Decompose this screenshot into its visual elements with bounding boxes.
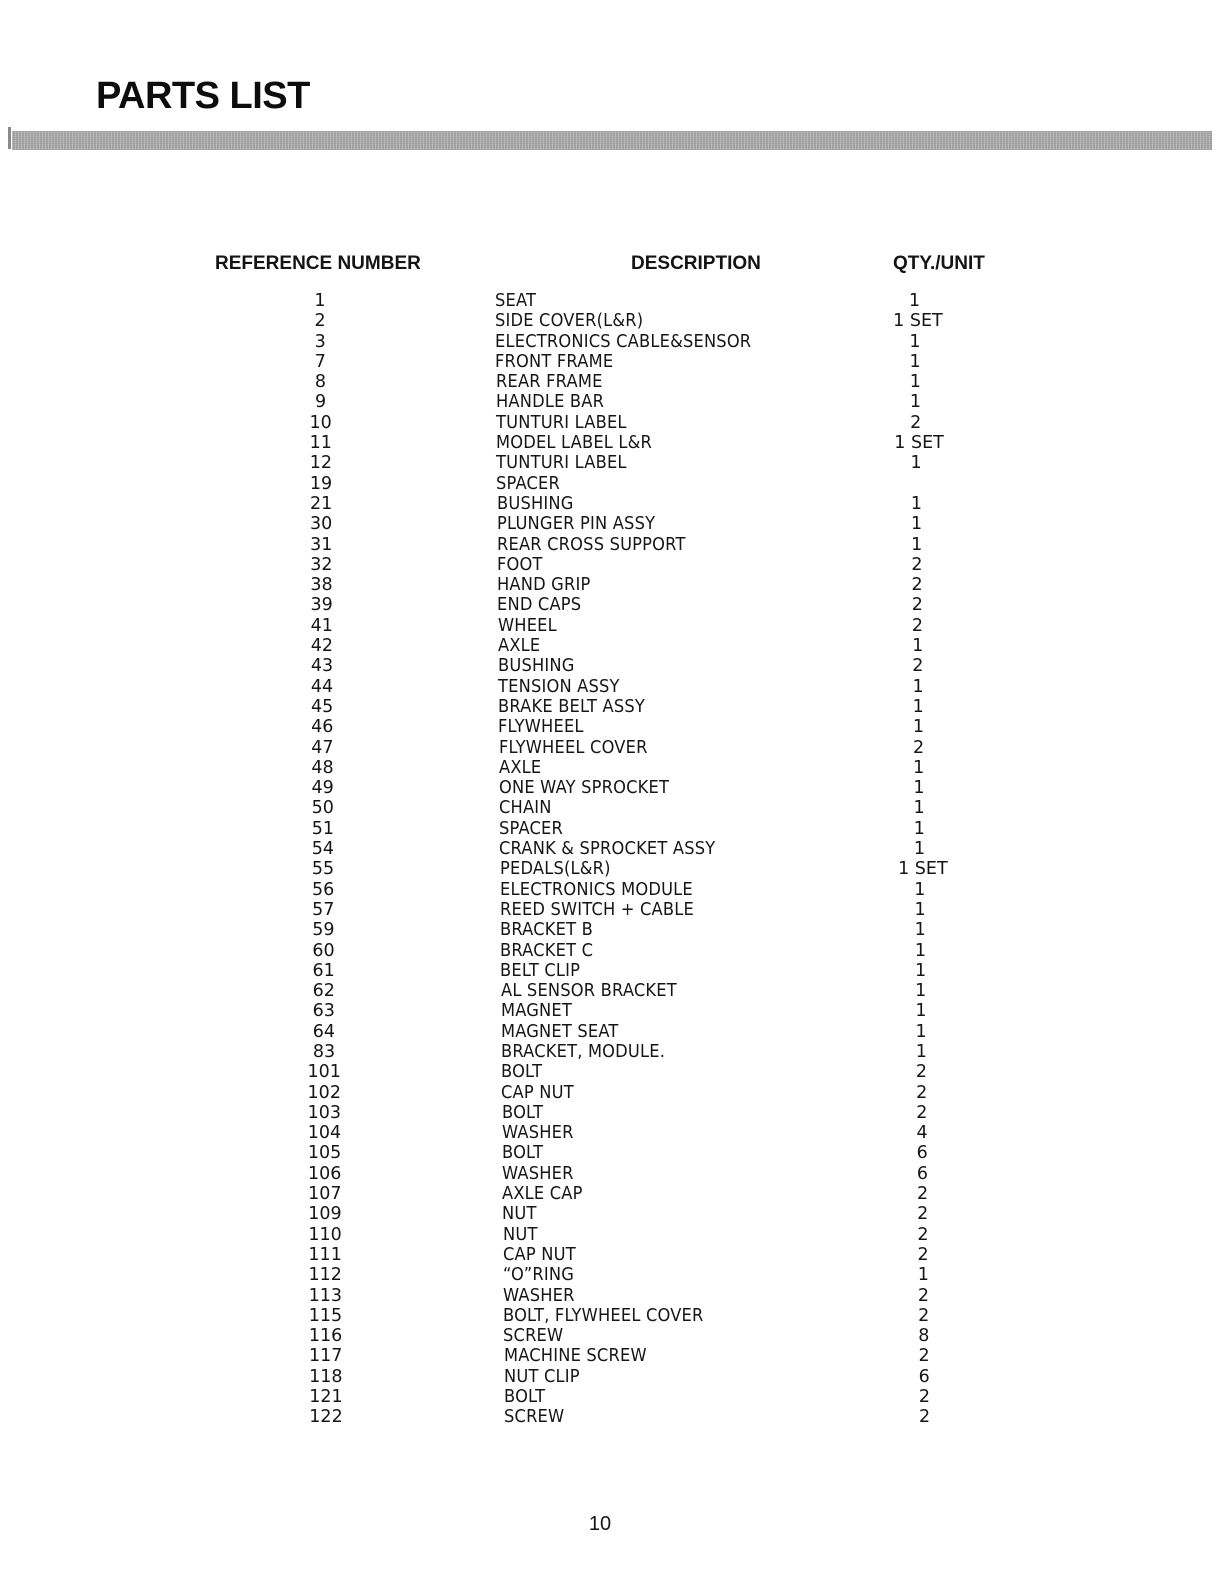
quantity-cell: 2 [910,412,922,433]
table-row [0,1225,1222,1245]
quantity-cell: 2 [911,595,923,616]
table-row [0,1001,1222,1021]
reference-number-cell: 45 [311,696,334,717]
description-cell: PEDALS(L&R) [499,859,611,880]
description-cell: CAP NUT [501,1082,575,1103]
quantity-cell: 4 [916,1123,928,1144]
table-row [0,1407,1222,1427]
description-cell: SPACER [496,473,561,494]
quantity-cell: 2 [919,1407,931,1428]
quantity-cell: 1 [913,757,925,778]
reference-number-cell: 44 [310,676,334,697]
quantity-cell: 1 [912,696,924,717]
description-cell: FRONT FRAME [495,351,614,372]
quantity-cell: 1 [915,1041,927,1062]
quantity-cell: 2 [911,575,923,596]
table-row [0,656,1222,676]
description-cell: NUT [502,1224,538,1245]
reference-number-cell: 63 [312,1001,335,1022]
quantity-cell: 6 [918,1366,930,1387]
table-row [0,880,1222,900]
table-row [0,392,1222,412]
table-row [0,1387,1222,1407]
table-row [0,1022,1222,1042]
quantity-cell: 1 [911,534,923,555]
quantity-cell: 2 [917,1184,929,1205]
reference-number-cell: 1 [314,291,326,311]
page-number: 10 [588,1513,612,1535]
table-row [0,1042,1222,1062]
description-cell: BRACKET, MODULE. [501,1041,666,1062]
description-cell: AXLE CAP [502,1184,583,1205]
description-cell: MAGNET SEAT [500,1021,619,1042]
reference-number-cell: 105 [307,1143,342,1164]
table-row [0,941,1222,961]
table-row [0,1123,1222,1143]
quantity-cell: 2 [918,1305,930,1326]
quantity-cell: 2 [916,1082,928,1103]
description-cell: BOLT [501,1062,543,1083]
table-row [0,332,1222,352]
table-row [0,453,1222,473]
reference-number-cell: 39 [310,595,333,616]
table-row [0,413,1222,433]
description-cell: WASHER [502,1163,574,1184]
description-cell: SIDE COVER(L&R) [495,311,644,332]
reference-number-cell: 2 [314,311,326,332]
table-row [0,514,1222,534]
description-cell: BRACKET B [500,920,594,941]
reference-number-cell: 62 [312,981,335,1002]
description-cell: BRACKET C [500,940,594,961]
quantity-cell: 1 SET [894,433,944,454]
reference-number-cell: 31 [310,534,333,555]
reference-number-cell: 104 [307,1123,342,1144]
quantity-cell: 1 [909,351,921,372]
description-cell: BUSHING [497,656,575,677]
reference-number-cell: 55 [311,859,335,880]
reference-number-cell: 83 [312,1041,336,1062]
quantity-cell: 1 [909,372,921,393]
table-row [0,311,1222,331]
parts-table [0,291,1222,1428]
reference-number-cell: 10 [309,412,332,433]
reference-number-cell: 12 [309,453,332,474]
quantity-cell: 1 [912,717,924,738]
description-cell: PLUNGER PIN ASSY [496,514,656,535]
reference-number-cell: 111 [308,1244,342,1265]
reference-number-cell: 30 [310,514,333,535]
reference-number-cell: 109 [308,1204,342,1225]
description-cell: REAR CROSS SUPPORT [496,534,686,555]
description-cell: TUNTURI LABEL [496,453,627,474]
table-row [0,291,1222,311]
description-cell: WASHER [503,1285,575,1306]
quantity-cell: 1 [909,392,922,413]
description-cell: BOLT [503,1387,546,1408]
reference-number-cell: 50 [311,798,334,819]
reference-number-cell: 7 [314,351,326,372]
page-title: PARTS LIST [96,75,310,117]
table-row [0,474,1222,494]
quantity-cell: 2 [915,1062,928,1083]
table-row [0,778,1222,798]
description-cell: BRAKE BELT ASSY [498,696,646,717]
quantity-cell: 1 [912,636,924,657]
reference-number-cell: 21 [309,493,333,514]
table-row [0,535,1222,555]
quantity-cell: 2 [916,1102,928,1123]
description-cell: SPACER [499,818,564,839]
table-row [0,1184,1222,1204]
reference-number-cell: 46 [311,717,334,738]
description-cell: ELECTRONICS MODULE [499,879,693,900]
description-cell: HAND GRIP [497,575,591,596]
reference-number-cell: 59 [312,920,335,941]
description-cell: AXLE [497,636,541,657]
description-cell: END CAPS [497,595,582,616]
table-row [0,798,1222,818]
reference-number-cell: 42 [310,636,333,657]
table-row [0,717,1222,737]
reference-number-cell: 48 [311,757,334,778]
quantity-cell: 1 [915,960,927,981]
description-cell: SCREW [503,1326,564,1347]
quantity-cell: 1 [910,453,922,474]
quantity-cell: 1 [910,493,922,514]
reference-number-cell: 121 [309,1387,343,1408]
reference-number-cell: 115 [308,1305,343,1326]
description-cell: CRANK & SPROCKET ASSY [499,839,716,860]
table-row [0,961,1222,981]
quantity-cell: 1 [915,981,927,1002]
quantity-cell: 2 [912,656,924,677]
reference-number-cell: 11 [309,433,332,454]
reference-number-cell: 122 [309,1407,343,1428]
title-divider-bar [12,131,1212,150]
reference-number-cell: 51 [311,818,334,839]
quantity-cell: 1 SET [898,859,948,880]
table-row [0,636,1222,656]
description-cell: FLYWHEEL COVER [498,737,648,758]
quantity-cell: 1 [909,331,921,352]
column-header-quantity: QTY./UNIT [893,253,985,274]
reference-number-cell: 60 [312,940,335,961]
table-row [0,1204,1222,1224]
reference-number-cell: 49 [311,778,334,799]
description-cell: ELECTRONICS CABLE&SENSOR [495,331,752,352]
description-cell: CAP NUT [502,1244,576,1265]
description-cell: SEAT [495,291,537,311]
table-row [0,1062,1222,1082]
table-row [0,433,1222,453]
table-row [0,1164,1222,1184]
reference-number-cell: 38 [310,575,333,596]
reference-number-cell: 64 [312,1021,336,1042]
quantity-cell: 1 [915,1001,927,1022]
reference-number-cell: 112 [308,1265,342,1286]
table-row [0,839,1222,859]
reference-number-cell: 8 [314,372,326,393]
table-row [0,697,1222,717]
reference-number-cell: 19 [309,473,333,494]
quantity-cell: 1 [917,1265,929,1286]
table-row [0,555,1222,575]
table-row [0,595,1222,615]
description-cell: WASHER [501,1123,574,1144]
description-cell: NUT [502,1204,537,1225]
reference-number-cell: 3 [314,331,326,352]
description-cell: MAGNET [500,1001,572,1022]
table-row [0,1286,1222,1306]
quantity-cell: 2 [911,554,923,575]
quantity-cell: 1 [914,920,926,941]
description-cell: BELT CLIP [500,960,581,981]
quantity-cell: 1 [914,940,926,961]
reference-number-cell: 110 [308,1224,342,1245]
table-row [0,1143,1222,1163]
quantity-cell: 1 [915,1021,927,1042]
quantity-cell: 2 [917,1244,929,1265]
description-cell: “O”RING [502,1265,574,1286]
description-cell: MACHINE SCREW [503,1346,647,1367]
quantity-cell: 1 [913,778,925,799]
table-row [0,738,1222,758]
column-header-reference: REFERENCE NUMBER [215,253,421,274]
quantity-cell: 2 [917,1224,929,1245]
reference-number-cell: 113 [308,1285,343,1306]
description-cell: TENSION ASSY [498,676,620,697]
reference-number-cell: 107 [308,1184,342,1205]
quantity-cell: 1 [913,798,925,819]
table-row [0,372,1222,392]
description-cell: AXLE [498,757,542,778]
quantity-cell: 6 [916,1143,928,1164]
description-cell: AL SENSOR BRACKET [500,981,677,1002]
quantity-cell: 1 [914,899,926,920]
quantity-cell: 8 [918,1326,930,1347]
description-cell: FOOT [497,554,543,575]
reference-number-cell: 117 [308,1346,343,1367]
table-row [0,819,1222,839]
table-row [0,1265,1222,1285]
quantity-cell: 6 [916,1163,928,1184]
quantity-cell: 1 [909,291,921,311]
reference-number-cell: 47 [311,737,334,758]
reference-number-cell: 61 [312,960,335,981]
quantity-cell: 2 [917,1285,930,1306]
quantity-cell: 2 [911,615,924,636]
reference-number-cell: 102 [307,1082,341,1103]
table-row [0,352,1222,372]
title-rule-tick [8,127,11,149]
reference-number-cell: 56 [312,879,335,900]
description-cell: NUT CLIP [503,1366,580,1387]
table-row [0,616,1222,636]
table-row [0,900,1222,920]
description-cell: CHAIN [499,798,552,819]
description-cell: ONE WAY SPROCKET [498,778,670,799]
reference-number-cell: 116 [308,1326,343,1347]
quantity-cell: 1 [914,879,926,900]
reference-number-cell: 106 [307,1163,342,1184]
description-cell: REAR FRAME [495,372,603,393]
description-cell: HANDLE BAR [495,392,604,413]
quantity-cell: 1 SET [893,311,943,332]
description-cell: BOLT [501,1143,544,1164]
reference-number-cell: 43 [310,656,334,677]
quantity-cell: 2 [913,737,925,758]
table-row [0,1346,1222,1366]
description-cell: BUSHING [496,493,574,514]
table-row [0,981,1222,1001]
table-row [0,1245,1222,1265]
description-cell: FLYWHEEL [498,717,585,738]
reference-number-cell: 118 [309,1366,343,1387]
table-row [0,677,1222,697]
table-row [0,859,1222,879]
reference-number-cell: 57 [312,899,335,920]
table-row [0,1367,1222,1387]
quantity-cell: 1 [913,839,926,860]
quantity-cell: 1 [911,514,923,535]
table-row [0,575,1222,595]
reference-number-cell: 103 [307,1102,342,1123]
reference-number-cell: 9 [314,392,327,413]
quantity-cell: 1 [912,676,924,697]
quantity-cell: 2 [918,1346,930,1367]
quantity-cell: 1 [913,818,925,839]
reference-number-cell: 41 [310,615,333,636]
description-cell: MODEL LABEL L&R [496,433,653,454]
column-header-description: DESCRIPTION [631,253,761,274]
description-cell: REED SWITCH + CABLE [499,899,694,920]
table-row [0,494,1222,514]
description-cell: TUNTURI LABEL [495,412,627,433]
description-cell: WHEEL [497,615,557,636]
table-row [0,920,1222,940]
table-row [0,758,1222,778]
description-cell: BOLT, FLYWHEEL COVER [503,1305,704,1326]
table-row [0,1306,1222,1326]
quantity-cell: 2 [917,1204,929,1225]
reference-number-cell: 54 [311,839,335,860]
table-row [0,1103,1222,1123]
reference-number-cell: 32 [310,554,333,575]
table-row [0,1083,1222,1103]
quantity-cell: 2 [918,1387,930,1408]
reference-number-cell: 101 [307,1062,341,1083]
description-cell: SCREW [504,1407,565,1428]
table-row [0,1326,1222,1346]
description-cell: BOLT [501,1102,543,1123]
